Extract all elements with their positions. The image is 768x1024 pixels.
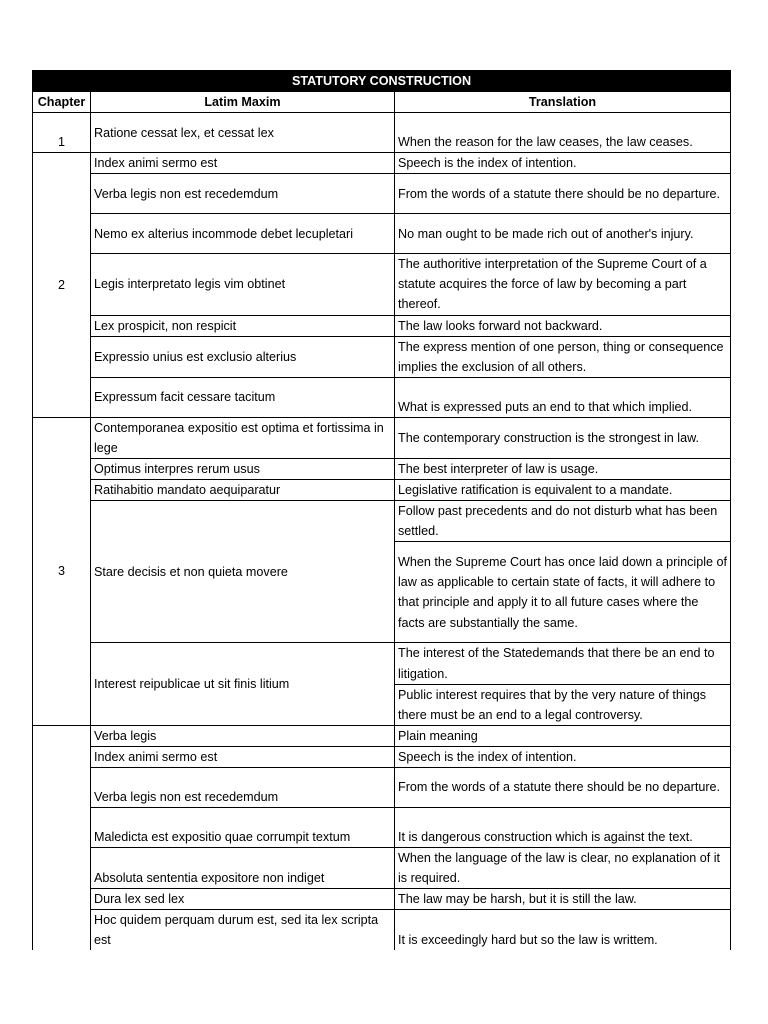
table-row <box>33 417 731 458</box>
table-row <box>33 889 731 910</box>
table-row <box>33 501 731 542</box>
maxim-cell: Verba legis <box>91 725 395 746</box>
translation-cell: The best interpreter of law is usage. <box>395 459 731 480</box>
translation-cell: Public interest requires that by the very nature of things there must be an end to a legal controversy. <box>395 684 731 725</box>
translation-cell: Speech is the index of intention. <box>395 153 731 174</box>
translation-cell: The authoritive interpretation of the Supreme Court of a statute acquires the force of law by becoming a part thereof. <box>395 254 731 315</box>
maxim-cell: Contemporanea expositio est optima et fortissima in lege <box>91 417 395 458</box>
table-row <box>33 153 731 174</box>
maxim-cell: Index animi sermo est <box>91 746 395 767</box>
maxim-cell: Lex prospicit, non respicit <box>91 315 395 336</box>
translation-cell: The contemporary construction is the strongest in law. <box>395 417 731 458</box>
table-row <box>33 459 731 480</box>
table-row <box>33 746 731 767</box>
column-header-translation: Translation <box>395 92 731 113</box>
maxims-table <box>32 70 731 950</box>
table-row <box>33 254 731 315</box>
translation-cell: The express mention of one person, thing or consequence implies the exclusion of all others. <box>395 336 731 377</box>
translation-cell: The law looks forward not backward. <box>395 315 731 336</box>
translation-cell: Plain meaning <box>395 725 731 746</box>
maxim-cell: Index animi sermo est <box>91 153 395 174</box>
translation-cell: The law may be harsh, but it is still the law. <box>395 889 731 910</box>
column-header-chapter: Chapter <box>33 92 91 113</box>
translation-cell: Legislative ratification is equivalent to a mandate. <box>395 480 731 501</box>
chapter-number <box>33 725 91 950</box>
table-row <box>33 480 731 501</box>
table-title: STATUTORY CONSTRUCTION <box>33 71 731 92</box>
maxim-cell: Legis interpretato legis vim obtinet <box>91 254 395 315</box>
table-row <box>33 174 731 214</box>
maxim-cell: Interest reipublicae ut sit finis litium <box>91 643 395 725</box>
maxim-cell: Ratihabitio mandato aequiparatur <box>91 480 395 501</box>
table-row <box>33 643 731 684</box>
translation-cell: It is dangerous construction which is against the text. <box>395 807 731 847</box>
table-row <box>33 113 731 153</box>
maxim-cell: Stare decisis et non quieta movere <box>91 501 395 643</box>
translation-cell: It is exceedingly hard but so the law is writtem. <box>395 910 731 951</box>
table-row <box>33 214 731 254</box>
maxim-cell: Expressum facit cessare tacitum <box>91 377 395 417</box>
maxim-cell: Ratione cessat lex, et cessat lex <box>91 113 395 153</box>
maxim-cell: Absoluta sententia expositore non indiget <box>91 847 395 888</box>
translation-cell: When the language of the law is clear, no explanation of it is required. <box>395 847 731 888</box>
translation-cell: What is expressed puts an end to that which implied. <box>395 377 731 417</box>
chapter-number: 1 <box>33 113 91 153</box>
maxim-cell: Hoc quidem perquam durum est, sed ita lex scripta est <box>91 910 395 951</box>
translation-cell: When the Supreme Court has once laid down a principle of law as applicable to certain state of facts, it will adhere to that principle and apply it to all future cases where the facts are substantially the same. <box>395 542 731 643</box>
translation-cell: Follow past precedents and do not disturb what has been settled. <box>395 501 731 542</box>
maxim-cell: Optimus interpres rerum usus <box>91 459 395 480</box>
translation-cell: When the reason for the law ceases, the law ceases. <box>395 113 731 153</box>
maxim-cell: Verba legis non est recedemdum <box>91 767 395 807</box>
chapter-number: 2 <box>33 153 91 418</box>
table-row <box>33 767 731 807</box>
maxim-cell: Maledicta est expositio quae corrumpit textum <box>91 807 395 847</box>
table-row <box>33 807 731 847</box>
table-row <box>33 725 731 746</box>
table-row <box>33 336 731 377</box>
maxims-sheet <box>32 70 730 950</box>
chapter-number: 3 <box>33 417 91 725</box>
table-row <box>33 910 731 951</box>
maxim-cell: Expressio unius est exclusio alterius <box>91 336 395 377</box>
table-row <box>33 847 731 888</box>
table-row <box>33 377 731 417</box>
translation-cell: Speech is the index of intention. <box>395 746 731 767</box>
translation-cell: From the words of a statute there should be no departure. <box>395 767 731 807</box>
maxim-cell: Nemo ex alterius incommode debet lecupletari <box>91 214 395 254</box>
maxim-cell: Verba legis non est recedemdum <box>91 174 395 214</box>
translation-cell: From the words of a statute there should be no departure. <box>395 174 731 214</box>
table-row <box>33 315 731 336</box>
translation-cell: The interest of the Statedemands that there be an end to litigation. <box>395 643 731 684</box>
maxim-cell: Dura lex sed lex <box>91 889 395 910</box>
translation-cell: No man ought to be made rich out of another's injury. <box>395 214 731 254</box>
column-header-maxim: Latim Maxim <box>91 92 395 113</box>
